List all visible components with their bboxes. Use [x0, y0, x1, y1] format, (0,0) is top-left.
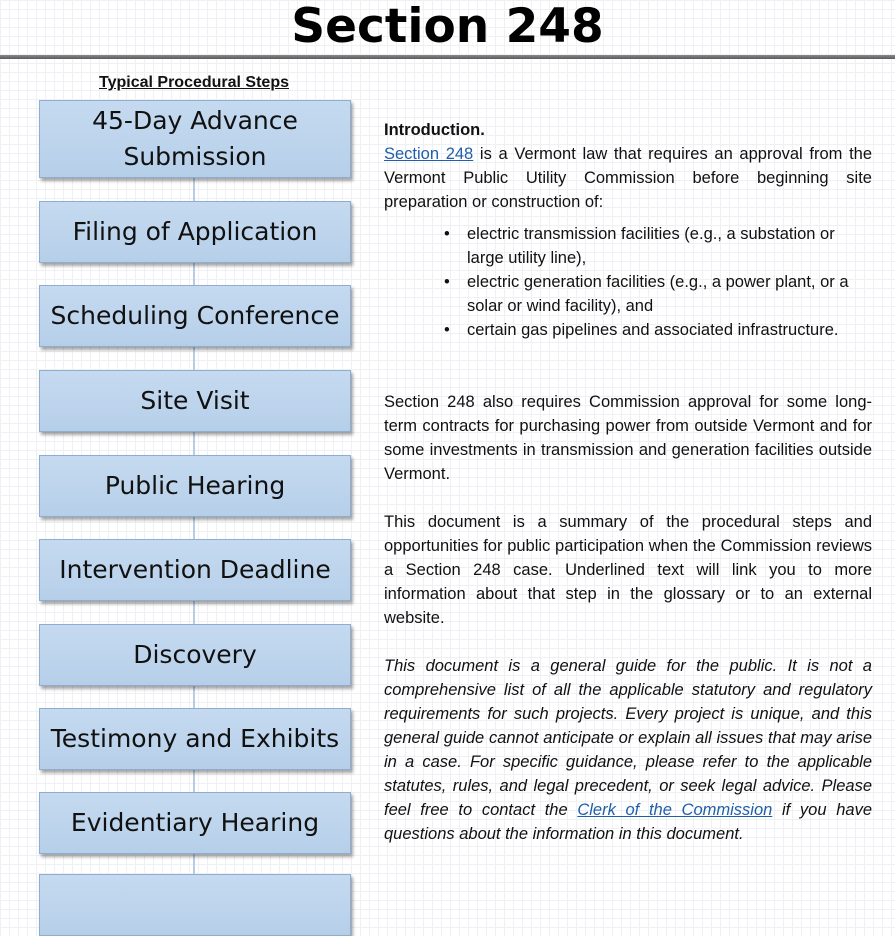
list-item: • certain gas pipelines and associated infrastructure. — [444, 318, 874, 342]
step-45-day-advance-submission — [39, 100, 351, 178]
bullet-icon: • — [444, 321, 450, 339]
flow-connector-line — [193, 175, 195, 878]
intro-heading: Introduction. — [384, 121, 485, 139]
facility-list — [444, 222, 874, 342]
step-intervention-deadline — [39, 539, 351, 601]
step-scheduling-conference — [39, 285, 351, 347]
step-label: Intervention Deadline — [59, 555, 331, 584]
list-item: • electric transmission facilities (e.g., a substation or large utility line), — [444, 222, 874, 270]
step-public-hearing — [39, 455, 351, 517]
step-label: Public Hearing — [104, 471, 286, 500]
clerk-of-commission-link[interactable]: Clerk of the Commission — [577, 801, 773, 819]
summary-paragraph: This document is a summary of the procedural steps and opportunities for public participation when the Commission reviews a Section 248 case. Underlined text will link you to more information about that step in the glossary or to an external website. — [384, 513, 872, 627]
step-label: Discovery — [133, 640, 257, 669]
page-title: Section 248 — [291, 0, 604, 54]
step-site-visit — [39, 370, 351, 432]
step-label: Evidentiary Hearing — [70, 808, 320, 837]
step-discovery — [39, 624, 351, 686]
contracts-paragraph: Section 248 also requires Commission approval for some long-term contracts for purchasing power from outside Vermont and for some investments in transmission and generation facilities outside Vermont. — [384, 393, 872, 483]
steps-heading: Typical Procedural Steps — [99, 74, 289, 91]
bullet-icon: • — [444, 225, 450, 243]
step-label: 45-Day Advance — [92, 106, 298, 135]
intro-paragraph-text: is a Vermont law that requires an approval from the Vermont Public Utility Commission before beginning site preparation or construction of: — [384, 145, 873, 211]
step-evidentiary-hearing — [39, 792, 351, 854]
disclaimer-paragraph: This document is a general guide for the public. It is not a comprehensive list of all the applicable statutory and regulatory requirements for such projects. Every project is unique, and this general guide cannot anticipate or explain all issues that may arise in a case. For specific guidance, please refer to the applicable statutes, rules, and legal precedent, or seek legal advice. Please feel free to contact the Clerk of the Commission if you have questions about the information in this document. — [384, 657, 872, 843]
title-divider — [0, 55, 895, 59]
step-label: Filing of Application — [72, 217, 318, 246]
list-item: • electric generation facilities (e.g., a power plant, or a solar or wind facility), and — [444, 270, 874, 318]
step-filing-of-application — [39, 201, 351, 263]
step-label: Site Visit — [140, 386, 250, 415]
intro-paragraph — [384, 142, 872, 214]
step-testimony-and-exhibits — [39, 708, 351, 770]
section-248-link[interactable]: Section 248 — [384, 145, 474, 163]
step-next-cut-off — [39, 874, 351, 936]
step-label: Scheduling Conference — [50, 301, 340, 330]
bullet-icon: • — [444, 273, 450, 291]
step-label: Submission — [123, 142, 267, 171]
step-label: Testimony and Exhibits — [50, 724, 340, 753]
